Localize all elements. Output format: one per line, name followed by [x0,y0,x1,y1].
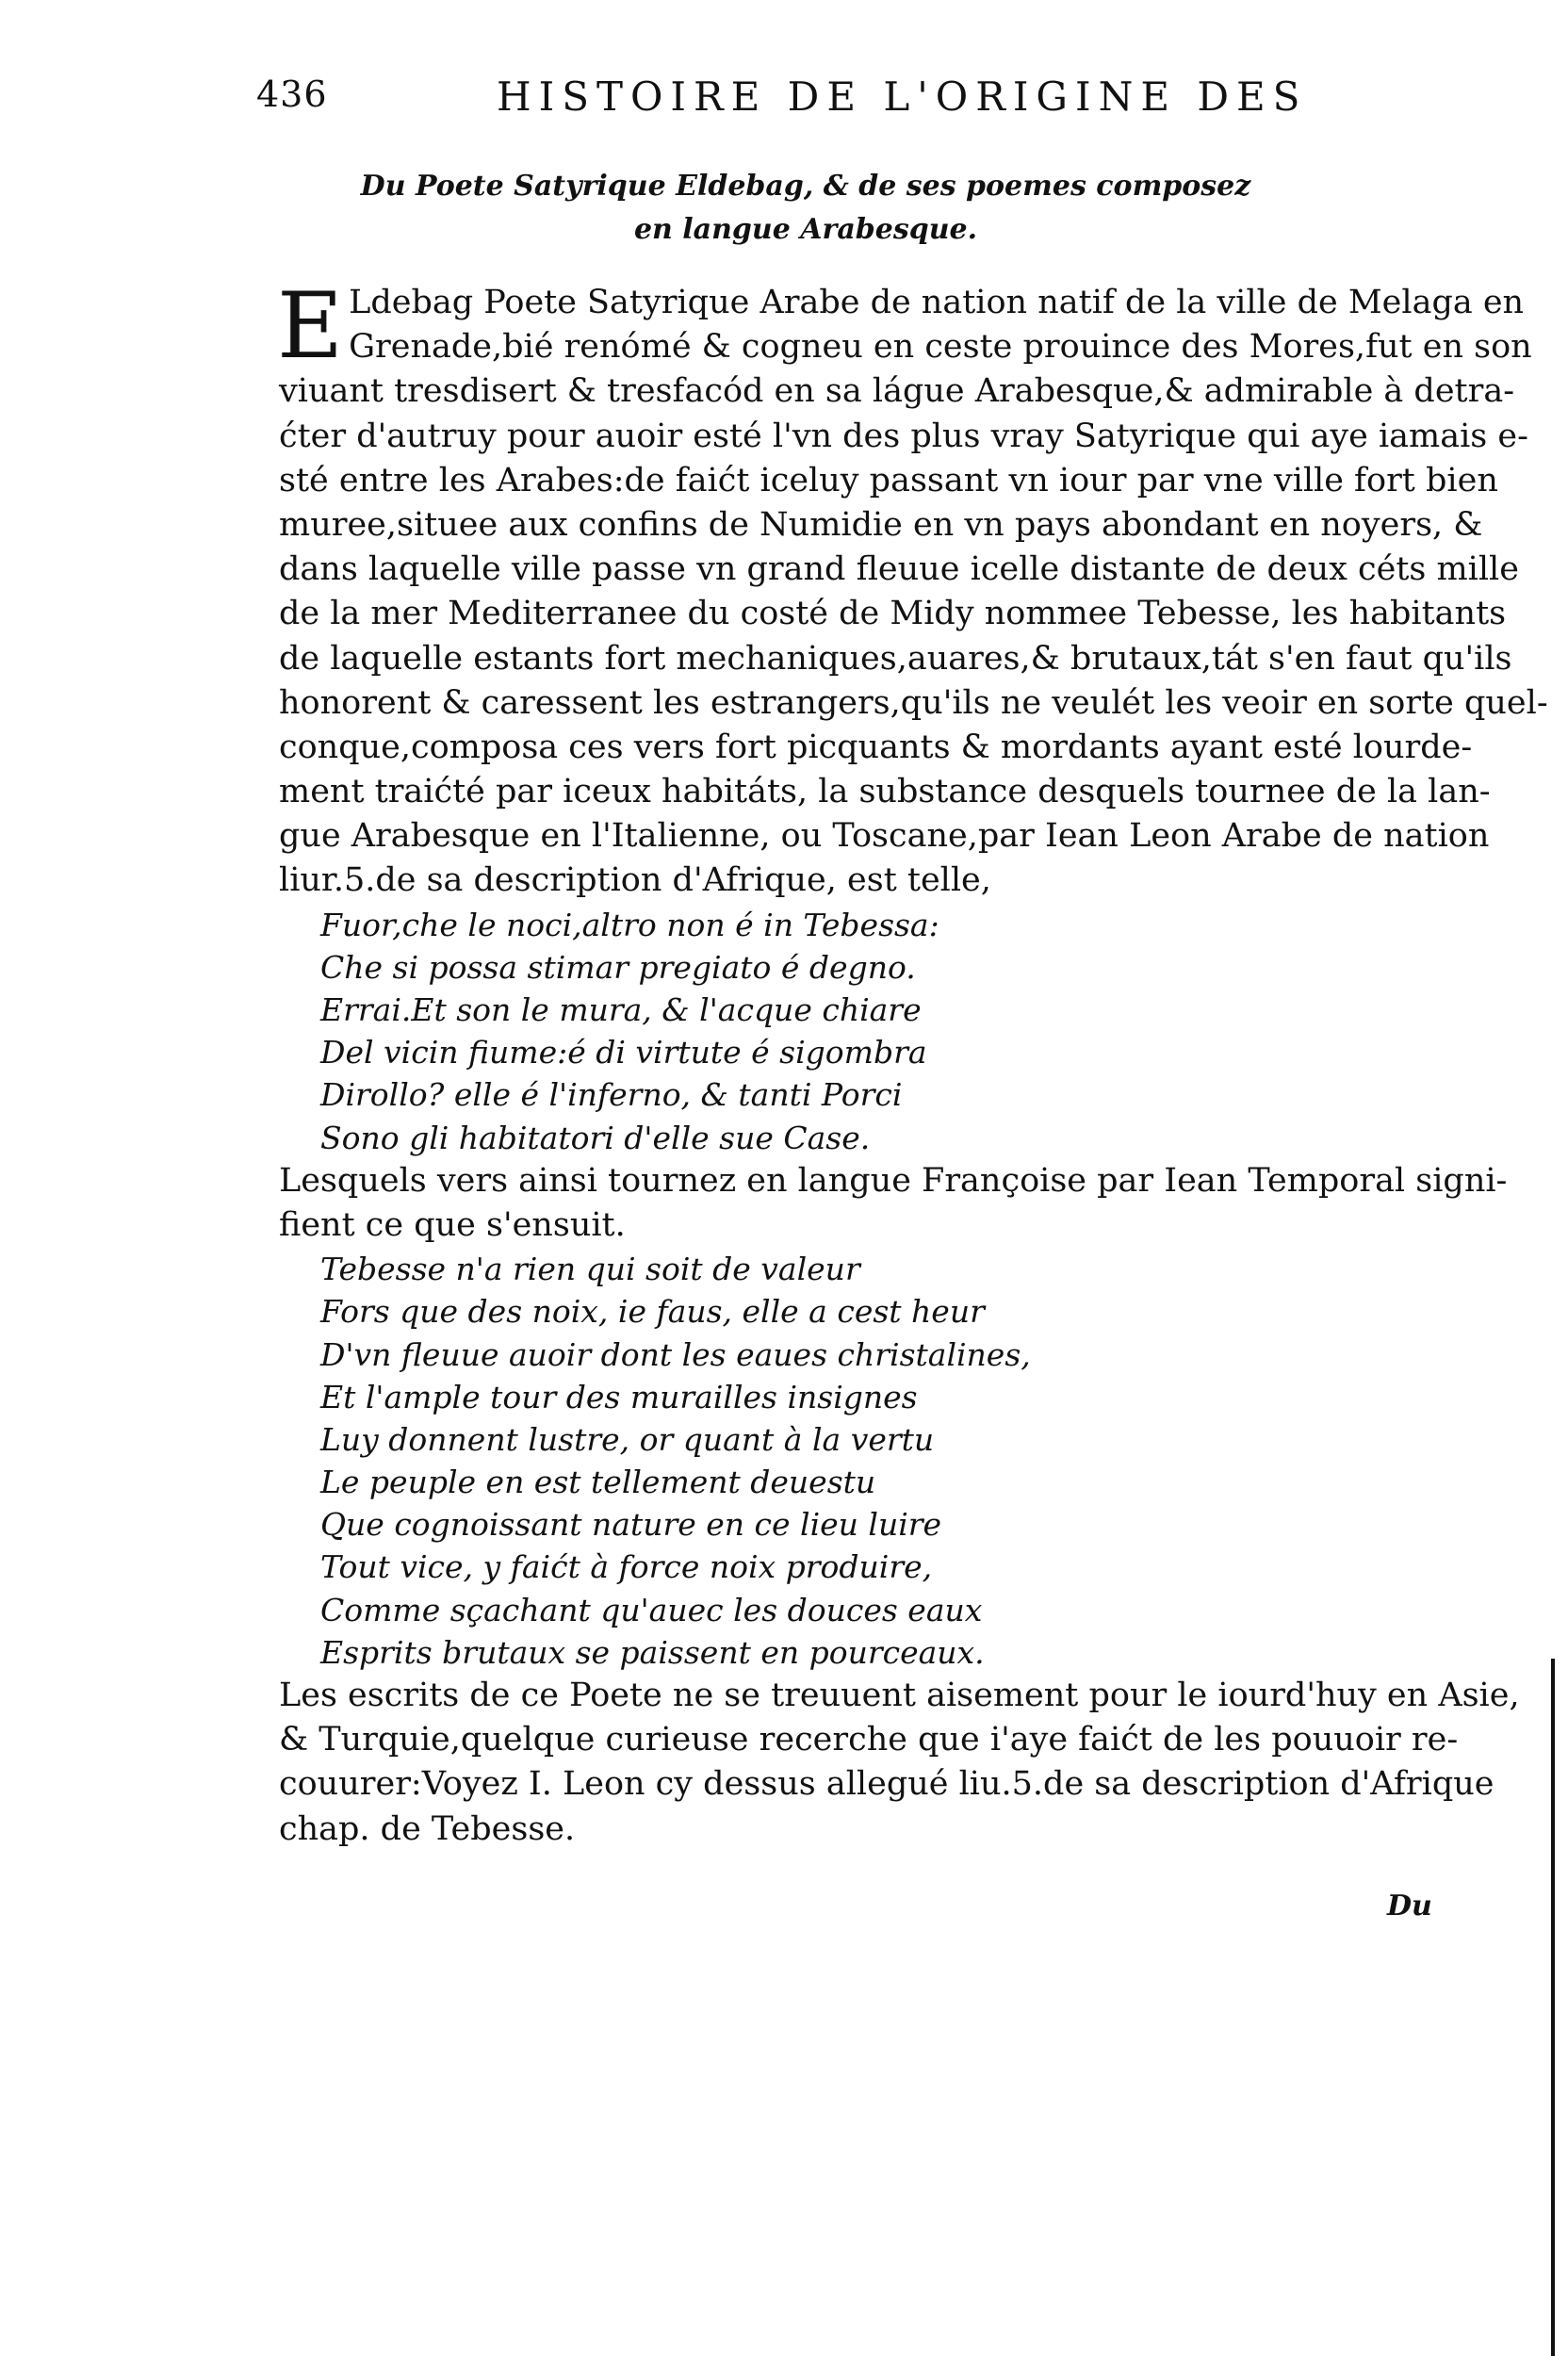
chapter-heading-line-1: Du Poete Satyrique Eldebag, & de ses poemes composez [360,170,1251,203]
verse-line: Que cognoissant nature en ce lieu luire [320,1506,942,1544]
verse-line: Esprits brutaux se paissent en pourceaux. [320,1633,985,1671]
text-line: gue Arabesque en l'Italienne, ou Toscane,par Iean Leon Arabe de nation [279,817,1490,856]
text-line: chap. de Tebesse. [279,1809,576,1848]
text-line: & Turquie,quelque curieuse recerche que i'aye faićt de les pouuoir re- [279,1721,1459,1759]
paragraph-translation-intro [279,1159,1508,1248]
verse-line: Tout vice, y faićt à force noix produire, [320,1548,933,1586]
page-number: 436 [256,74,328,115]
text-line: de laquelle estants fort mechaniques,auares,& brutaux,tát s'en faut qu'ils [279,639,1512,678]
italian-verse [279,904,1438,1159]
text-line: couurer:Voyez I. Leon cy dessus allegué liu.5.de sa description d'Afrique [279,1765,1494,1804]
verse-line: Sono gli habitatori d'elle sue Case. [320,1119,871,1156]
gutter-rule [1551,1659,1555,2356]
verse-line: Dirollo? elle é l'inferno, & tanti Porci [320,1076,903,1114]
text-line: fient ce que s'ensuit. [279,1205,626,1244]
running-title: HISTOIRE DE L'ORIGINE DES [497,74,1308,120]
paragraph-writings [279,1674,1520,1852]
text-line: de la mer Mediterranee du costé de Midy nommee Tebesse, les habitants [279,595,1507,633]
drop-cap: E [277,273,344,379]
chapter-heading-line-2: en langue Arabesque. [633,213,978,246]
text-line: muree,situee aux confins de Numidie en vn pays abondant en noyers, & [279,505,1483,544]
paragraph-eldebag [277,273,1548,904]
running-head [256,74,1321,130]
catchword: Du [1387,1890,1432,1922]
verse-line: Che si possa stimar pregiato é degno. [320,948,916,986]
text-line: liur.5.de sa description d'Afrique, est telle, [279,861,991,900]
body-text [277,273,1548,1852]
text-line: dans laquelle ville passe vn grand fleuue icelle distante de deux céts mille [279,550,1519,589]
chapter-heading [311,165,1300,252]
text-line: Les escrits de ce Poete ne se treuuent aisement pour le iourd'huy en Asie, [279,1677,1520,1714]
text-line: ćter d'autruy pour auoir esté l'vn des plus vray Satyrique qui aye iamais e- [279,417,1528,455]
text-line: sté entre les Arabes:de faićt iceluy passant vn iour par vne ville fort bien [279,461,1498,499]
verse-line: Del vicin fiume:é di virtute é sigombra [320,1034,927,1072]
verse-line: Et l'ample tour des murailles insignes [320,1378,918,1415]
verse-line: Le peuple en est tellement deuestu [320,1464,876,1501]
verse-line: Tebesse n'a rien qui soit de valeur [320,1251,860,1288]
verse-line: D'vn fleuue auoir dont les eaues christalines, [320,1335,1031,1373]
verse-line: Fuor,che le noci,altro non é in Tebessa: [320,906,939,943]
verse-line: Luy donnent lustre, or quant à la vertu [320,1420,935,1458]
text-line: ment traićté par iceux habitáts, la substance desquels tournee de la lan- [279,773,1491,811]
french-verse [279,1248,1438,1674]
text-line: Grenade,bié renómé & cogneu en ceste prouince des Mores,fut en son [349,328,1532,367]
text-line: Ldebag Poete Satyrique Arabe de nation natif de la ville de Melaga en [349,284,1525,321]
text-line: viuant tresdisert & tresfacód en sa lágue Arabesque,& admirable à detra- [279,372,1515,411]
verse-line: Comme sçachant qu'auec les douces eaux [320,1591,983,1628]
text-line: conque,composa ces vers fort picquants & mordants ayant esté lourde- [279,728,1473,766]
text-line: Lesquels vers ainsi tournez en langue Françoise par Iean Temporal signi- [279,1161,1508,1200]
verse-line: Errai.Et son le mura, & l'acque chiare [320,991,922,1028]
text-line: honorent & caressent les estrangers,qu'ils ne veulét les veoir en sorte quel- [279,683,1548,722]
verse-line: Fors que des noix, ie faus, elle a cest heur [320,1293,985,1331]
